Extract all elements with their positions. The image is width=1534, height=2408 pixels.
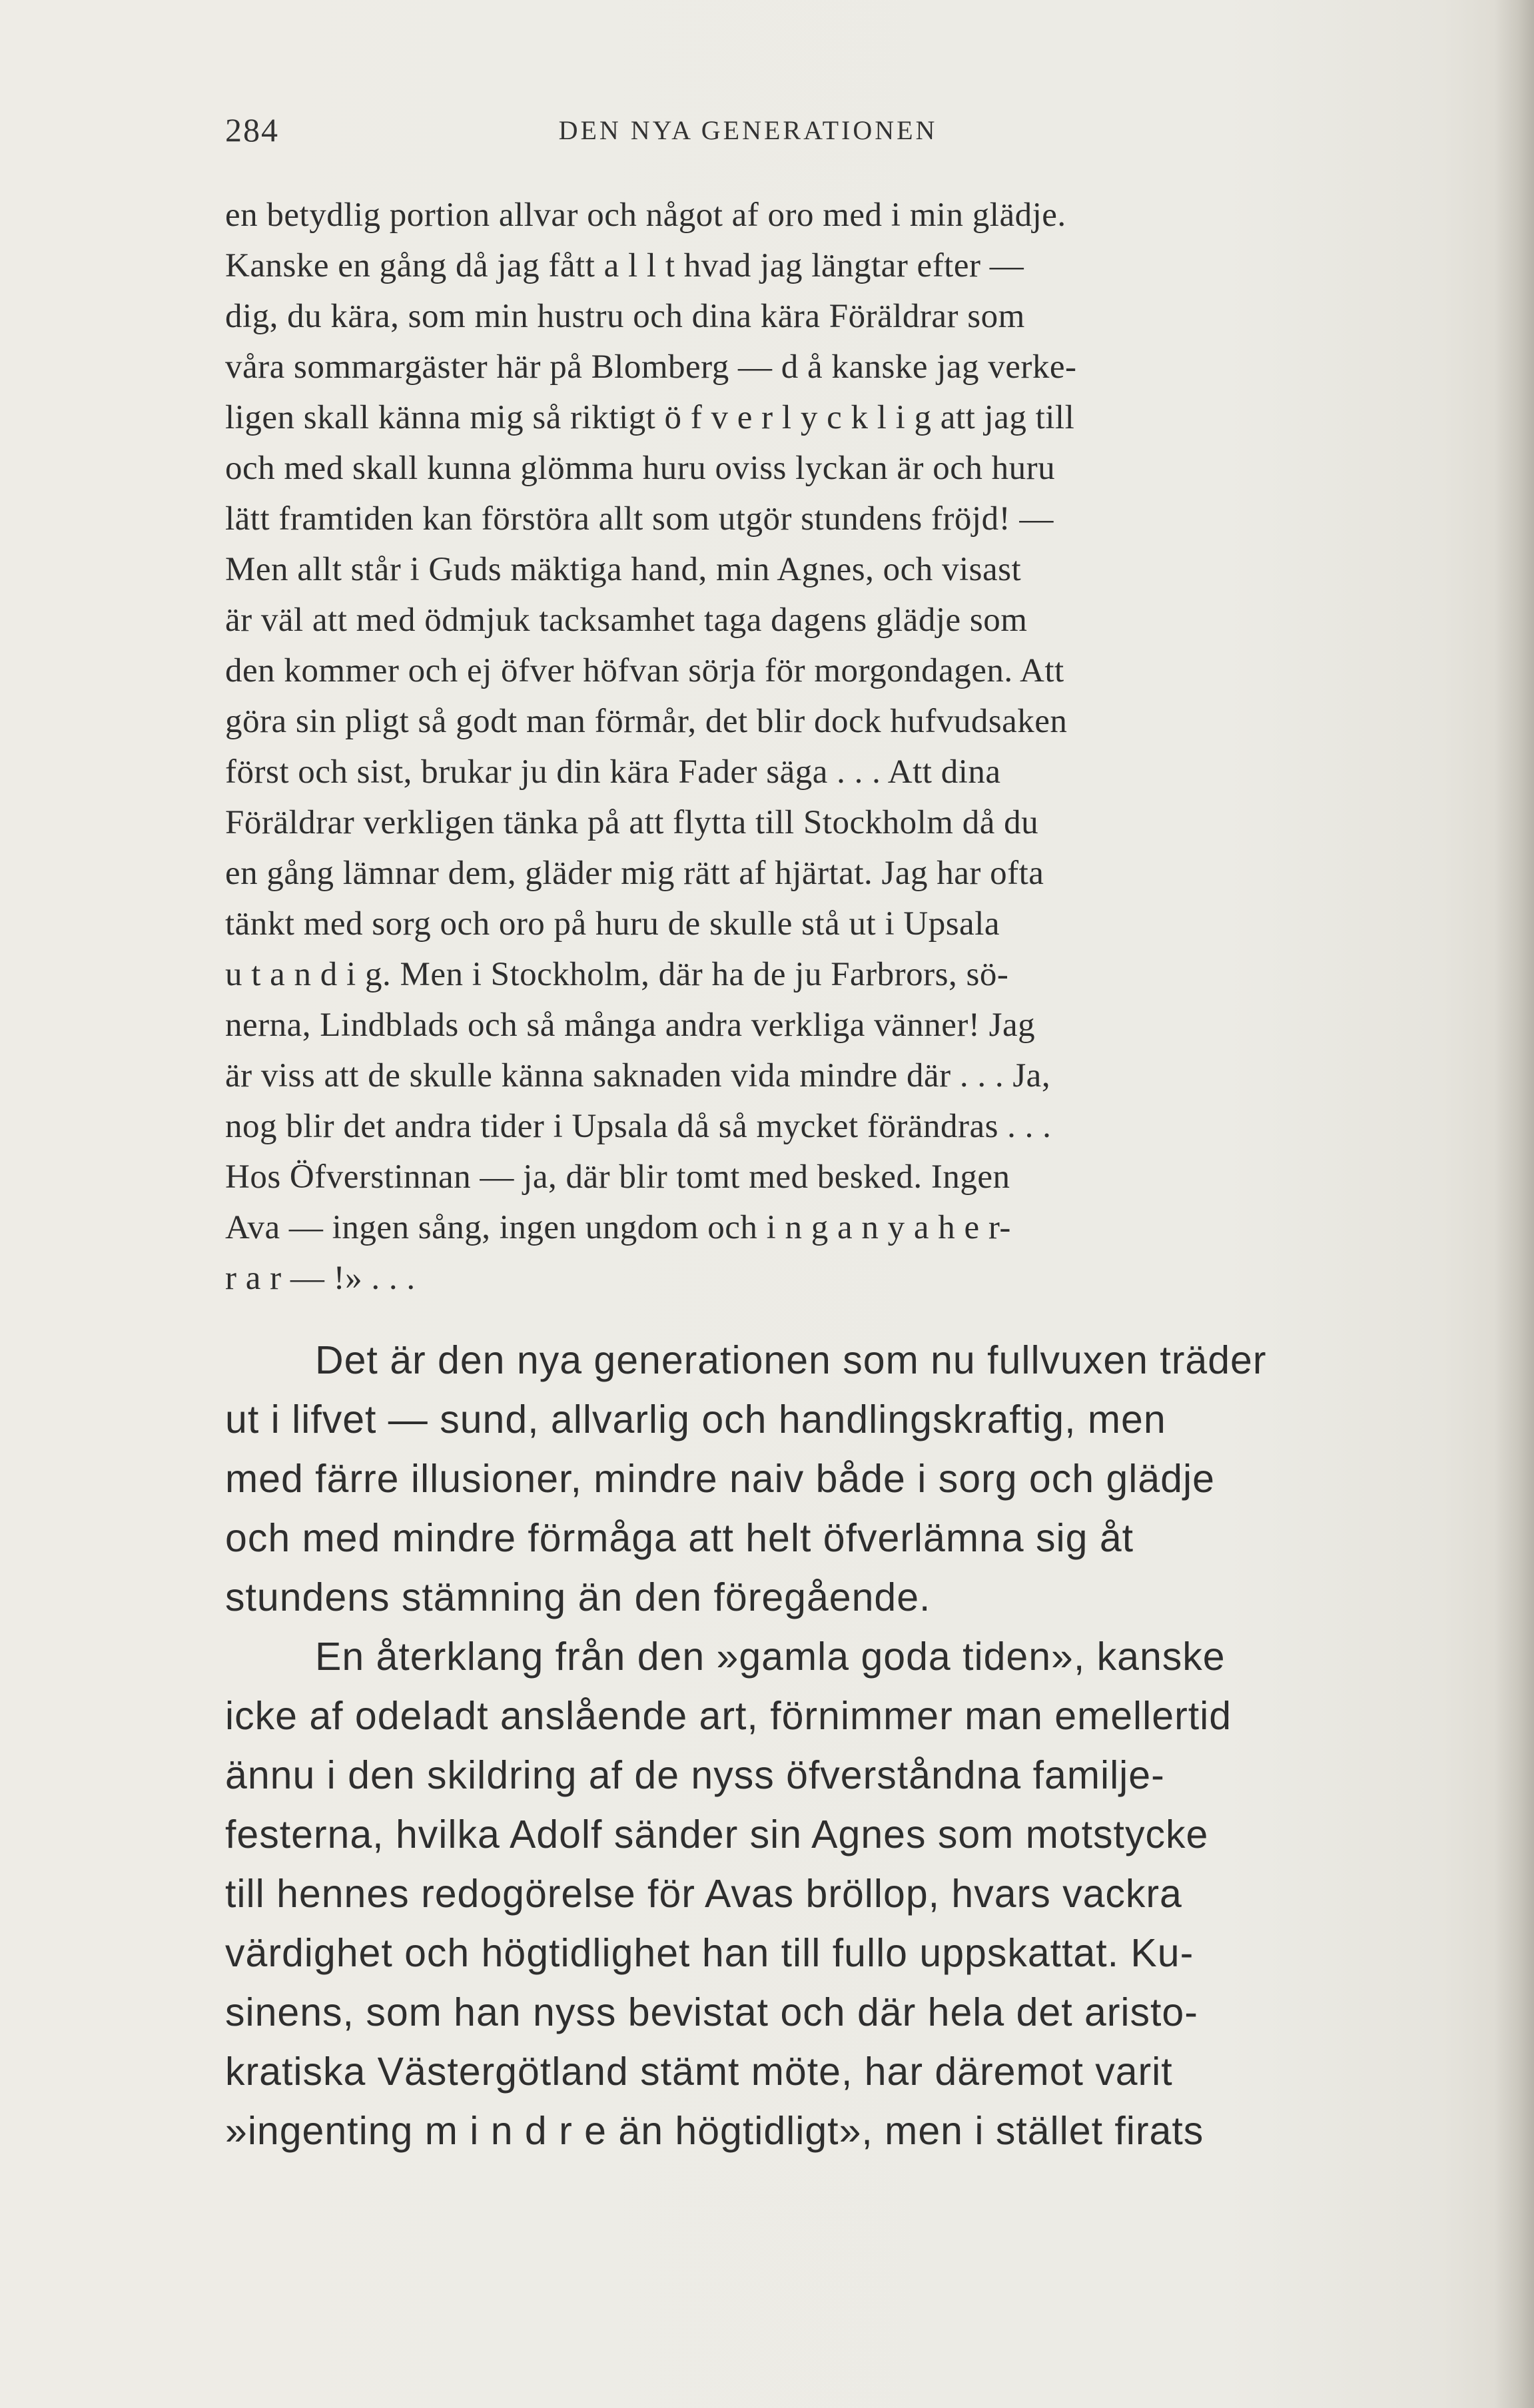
page-header — [225, 111, 1271, 157]
letter-line: är väl att med ödmjuk tacksamhet taga dagens glädje som — [225, 602, 1028, 639]
letter-line: Föräldrar verkligen tänka på att flytta till Stockholm då du — [225, 804, 1039, 841]
letter-excerpt — [225, 190, 1424, 1304]
letter-line: u t a n d i g. Men i Stockholm, där ha de ju Farbrors, sö- — [225, 956, 1009, 993]
body-line: kratiska Västergötland stämt möte, har däremot varit — [225, 2050, 1173, 2094]
letter-line: Kanske en gång då jag fått a l l t hvad jag längtar efter — — [225, 247, 1024, 284]
letter-line: tänkt med sorg och oro på huru de skulle stå ut i Upsala — [225, 905, 1000, 943]
letter-line: göra sin pligt så godt man förmår, det blir dock hufvudsaken — [225, 703, 1068, 740]
letter-line: och med skall kunna glömma huru oviss lyckan är och huru — [225, 450, 1056, 487]
letter-line: ligen skall känna mig så riktigt ö f v e r l y c k l i g att jag till — [225, 399, 1075, 436]
letter-line: först och sist, brukar ju din kära Fader säga . . . Att dina — [225, 753, 1001, 791]
letter-line: Hos Öfverstinnan — ja, där blir tomt med besked. Ingen — [225, 1158, 1010, 1196]
letter-line: lätt framtiden kan förstöra allt som utgör stundens fröjd! — — [225, 500, 1054, 538]
letter-line: den kommer och ej öfver höfvan sörja för morgondagen. Att — [225, 652, 1064, 689]
letter-line: dig, du kära, som min hustru och dina kära Föräldrar som — [225, 298, 1025, 335]
body-line: stundens stämning än den föregående. — [225, 1575, 931, 1619]
body-line: »ingenting m i n d r e än högtidligt», men i stället firats — [225, 2109, 1204, 2153]
body-line: icke af odeladt anslående art, förnimmer man emellertid — [225, 1694, 1232, 1738]
letter-line: nerna, Lindblads och så många andra verkliga vänner! Jag — [225, 1006, 1036, 1044]
body-line: sinens, som han nyss bevistat och där hela det aristo- — [225, 1990, 1198, 2034]
letter-line: Men allt står i Guds mäktiga hand, min Agnes, och visast — [225, 551, 1022, 588]
body-line: och med mindre förmåga att helt öfverlämna sig åt — [225, 1516, 1134, 1560]
body-paragraph-1-first-line: Det är den nya generationen som nu fullvuxen träder — [315, 1338, 1267, 1382]
body-line: ut i lifvet — sund, allvarlig och handlingskraftig, men — [225, 1398, 1166, 1441]
body-paragraph-2-first-line: En återklang från den »gamla goda tiden», kanske — [315, 1635, 1226, 1679]
letter-line: en gång lämnar dem, gläder mig rätt af hjärtat. Jag har ofta — [225, 855, 1044, 892]
letter-line: våra sommargäster här på Blomberg — d å kanske jag verke- — [225, 348, 1077, 386]
page-edge-shadow — [1494, 0, 1534, 2408]
letter-line: r a r — !» . . . — [225, 1260, 416, 1297]
letter-line: en betydlig portion allvar och något af oro med i min glädje. — [225, 197, 1066, 234]
page-number: 284 — [225, 111, 279, 149]
body-line: med färre illusioner, mindre naiv både i sorg och glädje — [225, 1457, 1215, 1501]
body-text — [225, 1331, 1424, 2161]
body-line: festerna, hvilka Adolf sänder sin Agnes som motstycke — [225, 1812, 1209, 1856]
letter-line: nog blir det andra tider i Upsala då så mycket förändras . . . — [225, 1108, 1052, 1145]
running-title: DEN NYA GENERATIONEN — [558, 115, 938, 145]
body-line: ännu i den skildring af de nyss öfverståndna familje- — [225, 1753, 1165, 1797]
letter-line: Ava — ingen sång, ingen ungdom och i n g a n y a h e r- — [225, 1209, 1011, 1246]
letter-line: är viss att de skulle känna saknaden vida mindre där . . . Ja, — [225, 1057, 1051, 1094]
body-line: till hennes redogörelse för Avas bröllop, hvars vackra — [225, 1872, 1182, 1916]
body-line: värdighet och högtidlighet han till fullo uppskattat. Ku- — [225, 1931, 1194, 1975]
